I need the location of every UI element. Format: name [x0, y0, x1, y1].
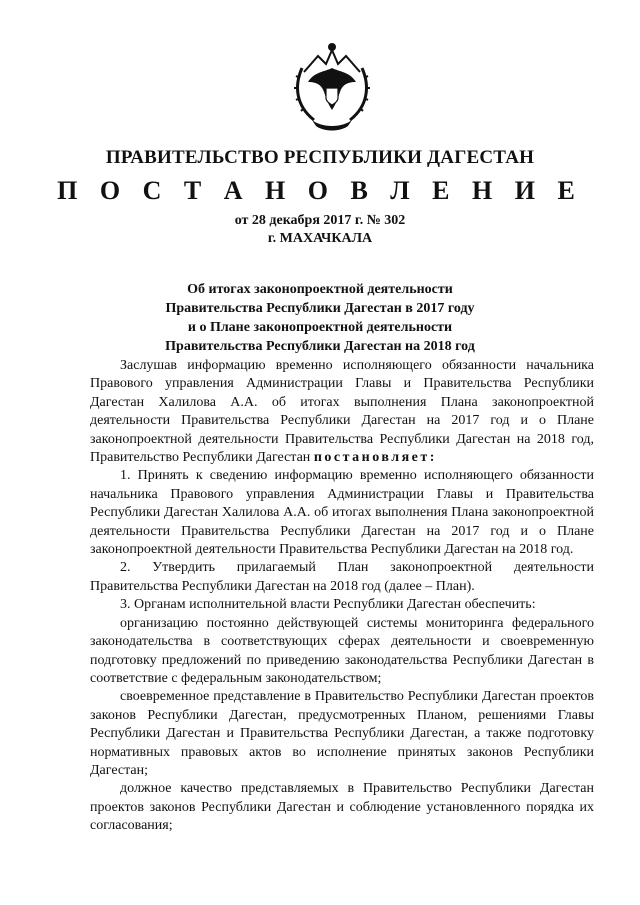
paragraph-1: 1. Принять к сведению информацию временно исполняющего обязанности начальника Правового управления Администрации Главы и Правительства Республики Дагестан Халилова А.А. об итогах выполнения Плана законопроектной деятельности Правительства Республики Дагестан на 2017 год и о Плане законопроектной деятельности Правительства Республики Дагестан на 2018 год.	[90, 468, 594, 558]
coat-of-arms-emblem	[292, 38, 372, 134]
document-city: г. МАХАЧКАЛА	[267, 231, 373, 246]
paragraph-2: 2. Утвердить прилагаемый План законопроектной деятельности Правительства Республики Дагестан на 2018 год (далее – План).	[90, 560, 594, 594]
document-body	[90, 357, 594, 836]
paragraph-3: 3. Органам исполнительной власти Республики Дагестан обеспечить:	[120, 597, 536, 613]
title-line: Правительства Республики Дагестан на 2018 год	[165, 339, 475, 354]
resolution-verb: постановляет:	[313, 450, 437, 466]
paragraph-3c: должное качество представляемых в Правительство Республики Дагестан проектов законов Республики Дагестан и соблюдение установленного порядка их согласования;	[90, 781, 594, 834]
document-type-heading: П О С Т А Н О В Л Е Н И Е	[57, 176, 583, 205]
title-line: Об итогах законопроектной деятельности	[187, 282, 453, 297]
document-title	[0, 280, 640, 356]
paragraph-3b: своевременное представление в Правительство Республики Дагестан проектов законов Республики Дагестан, предусмотренных Планом, решениями Главы Республики Дагестан и Правительства Республики Дагестан, а также подготовку нормативных правовых актов во исполнение принятых законов Республики Дагестан;	[90, 689, 594, 778]
title-line: Правительства Республики Дагестан в 2017 году	[165, 301, 475, 316]
government-name: ПРАВИТЕЛЬСТВО РЕСПУБЛИКИ ДАГЕСТАН	[105, 147, 535, 168]
title-line: и о Плане законопроектной деятельности	[187, 320, 453, 335]
intro-text: Заслушав информацию временно исполняющего обязанности начальника Правового управления Администрации Главы и Правительства Республики Дагестан Халилова А.А. об итогах выполнения Плана законопроектной деятельности Правительства Республики Дагестан на 2017 год и о Плане законопроектной деятельности Правительства Республики Дагестан на 2018 год, Правительство Республики Дагестан	[90, 358, 594, 466]
document-date-number: от 28 декабря 2017 г. № 302	[234, 213, 406, 228]
paragraph-3a: организацию постоянно действующей системы мониторинга федерального законодательства в соответствующих сферах деятельности и своевременную подготовку предложений по приведению законодательства Республики Дагестан в соответствие с федеральным законодательством;	[90, 615, 594, 686]
intro-paragraph	[90, 357, 594, 467]
